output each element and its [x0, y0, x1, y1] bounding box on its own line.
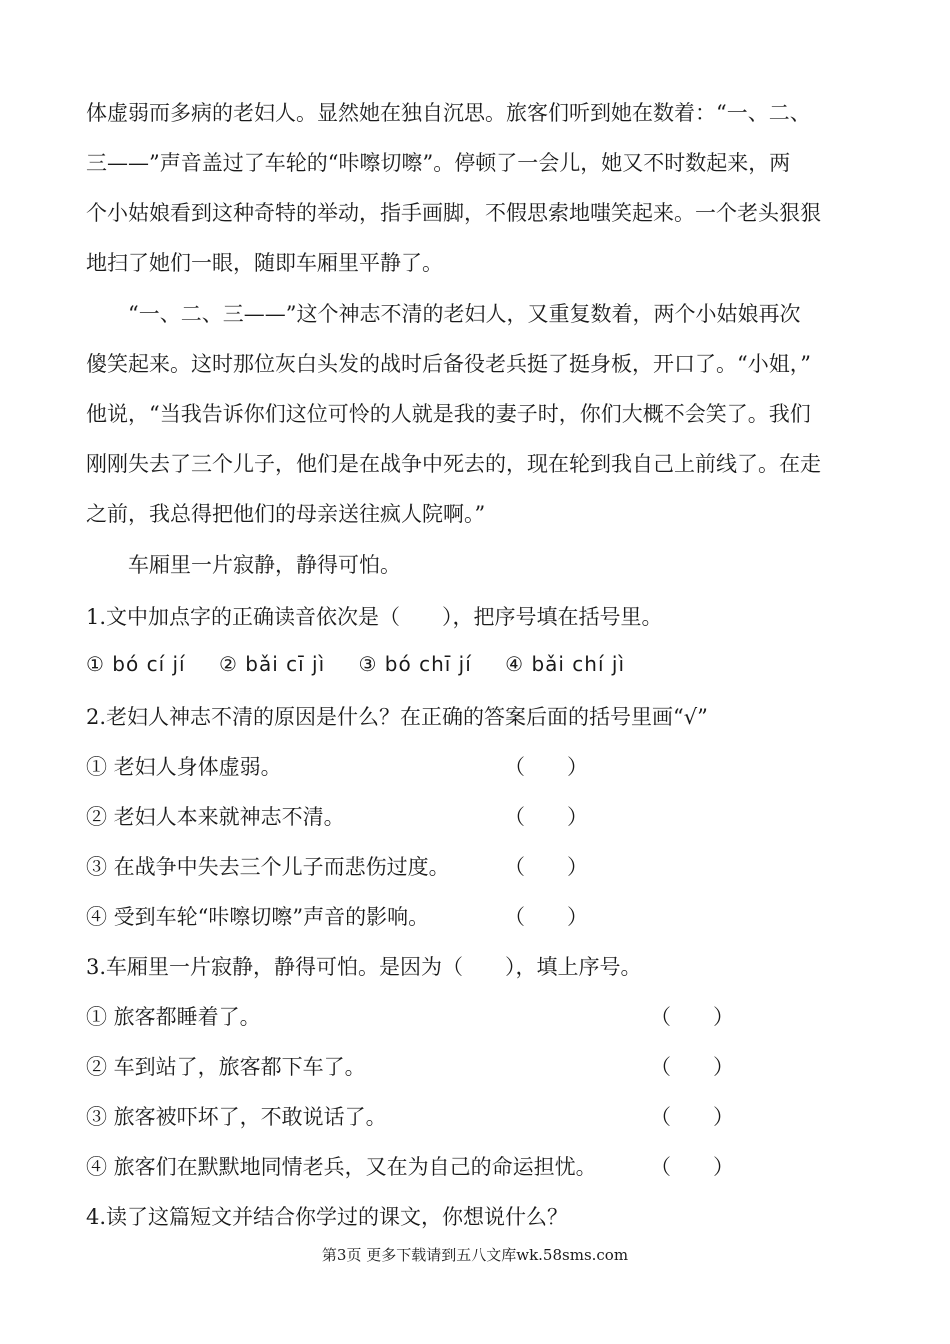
passage-line: 刚刚失去了三个儿子，他们是在战争中死去的，现在轮到我自己上前线了。在走	[86, 452, 821, 476]
passage-line: 傻笑起来。这时那位灰白头发的战时后备役老兵挺了挺身板，开口了。“小姐，”	[86, 352, 811, 376]
passage-line: 地扫了她们一眼，随即车厢里平静了。	[86, 251, 443, 275]
q1-option-4: ④ bǎi chí jì	[505, 652, 626, 676]
passage-line: 车厢里一片寂静，静得可怕。	[86, 553, 401, 577]
passage-line: 体虚弱而多病的老妇人。显然她在独自沉思。旅客们听到她在数着：“一、二、	[86, 101, 811, 125]
q3-option-3: ③ 旅客被吓坏了，不敢说话了。	[86, 1105, 387, 1129]
passage-line: 个小姑娘看到这种奇特的举动，指手画脚，不假思索地嗤笑起来。一个老头狠狠	[86, 201, 821, 225]
passage-line: 三——”声音盖过了车轮的“咔嚓切嚓”。停顿了一会儿，她又不时数起来，两	[86, 151, 791, 175]
passage-line: 他说，“当我告诉你们这位可怜的人就是我的妻子时，你们大概不会笑了。我们	[86, 402, 811, 426]
q3-answer-blank-1[interactable]: （ ）	[650, 1005, 734, 1029]
passage-line: 之前，我总得把他们的母亲送往疯人院啊。”	[86, 502, 486, 526]
q2-option-4: ④ 受到车轮“咔嚓切嚓”声音的影响。	[86, 905, 430, 929]
passage-line: “一、二、三——”这个神志不清的老妇人，又重复数着，两个小姑娘再次	[86, 302, 801, 326]
q3-answer-blank-2[interactable]: （ ）	[650, 1055, 734, 1079]
question-4: 4.读了这篇短文并结合你学过的课文，你想说什么？	[86, 1205, 569, 1229]
question-3: 3.车厢里一片寂静，静得可怕。是因为（ ），填上序号。	[86, 955, 642, 979]
question-2: 2.老妇人神志不清的原因是什么？在正确的答案后面的括号里画“√”	[86, 705, 708, 729]
q2-answer-blank-2[interactable]: （ ）	[504, 805, 588, 829]
q3-answer-blank-3[interactable]: （ ）	[650, 1105, 734, 1129]
q2-option-1: ① 老妇人身体虚弱。	[86, 755, 282, 779]
page-footer: 第3页 更多下载请到五八文库wk.58sms.com	[321, 1246, 629, 1264]
question-1-options	[86, 652, 651, 676]
q1-option-1: ① bó cí jí	[86, 652, 186, 676]
passage-paragraph-1	[86, 88, 868, 288]
q3-option-4: ④ 旅客们在默默地同情老兵，又在为自己的命运担忧。	[86, 1155, 597, 1179]
q2-answer-blank-4[interactable]: （ ）	[504, 905, 588, 929]
q3-answer-blank-4[interactable]: （ ）	[650, 1155, 734, 1179]
passage-paragraph-2	[86, 289, 868, 539]
q2-option-3: ③ 在战争中失去三个儿子而悲伤过度。	[86, 855, 450, 879]
question-1: 1.文中加点字的正确读音依次是（ ），把序号填在括号里。	[86, 605, 663, 629]
passage-paragraph-3	[86, 540, 868, 590]
q3-option-2: ② 车到站了，旅客都下车了。	[86, 1055, 366, 1079]
q1-option-2: ② bǎi cī jì	[218, 652, 326, 676]
q1-option-3: ③ bó chī jí	[358, 652, 472, 676]
q2-answer-blank-3[interactable]: （ ）	[504, 855, 588, 879]
q2-option-2: ② 老妇人本来就神志不清。	[86, 805, 345, 829]
q3-option-1: ① 旅客都睡着了。	[86, 1005, 261, 1029]
q2-answer-blank-1[interactable]: （ ）	[504, 755, 588, 779]
